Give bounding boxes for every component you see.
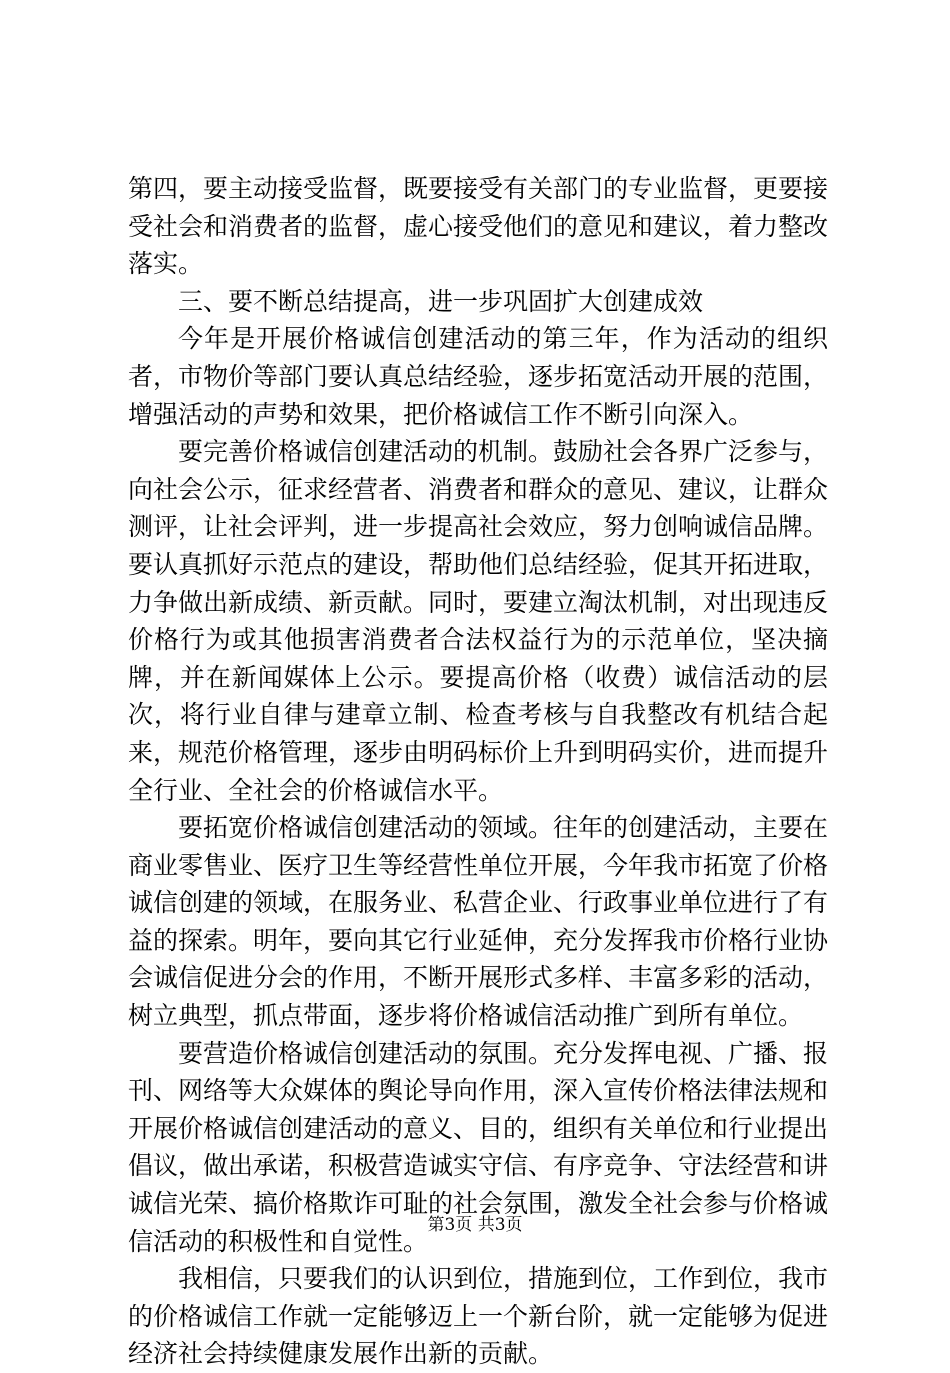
paragraph-supervision: 第四，要主动接受监督，既要接受有关部门的专业监督，更要接受社会和消费者的监督，虚心接受他们的意见和建议，着力整改落实。 (128, 174, 829, 279)
section-heading-3: 三、要不断总结提高，进一步巩固扩大创建成效 (178, 286, 704, 316)
document-body (128, 170, 828, 1373)
page-number-footer: 第3页 共3页 (427, 1215, 523, 1235)
paragraph-atmosphere: 要营造价格诚信创建活动的氛围。充分发挥电视、广播、报刊、网络等大众媒体的舆论导向作用，深入宣传价格法律法规和开展价格诚信创建活动的意义、目的，组织有关单位和行业提出倡议，做出承诺，积极营造诚实守信、有序竞争、守法经营和讲诚信光荣、搞价格欺诈可耻的社会氛围，激发全社会参与价格诚信活动的积极性和自觉性。 (128, 1038, 829, 1256)
paragraph-third-year: 今年是开展价格诚信创建活动的第三年，作为活动的组织者，市物价等部门要认真总结经验，逐步拓宽活动开展的范围，增强活动的声势和效果，把价格诚信工作不断引向深入。 (128, 324, 829, 429)
paragraph-mechanism: 要完善价格诚信创建活动的机制。鼓励社会各界广泛参与，向社会公示，征求经营者、消费者和群众的意见、建议，让群众测评，让社会评判，进一步提高社会效应，努力创响诚信品牌。要认真抓好示范点的建设，帮助他们总结经验，促其开拓进取，力争做出新成绩、新贡献。同时，要建立淘汰机制，对出现违反价格行为或其他损害消费者合法权益行为的示范单位，坚决摘牌，并在新闻媒体上公示。要提高价格（收费）诚信活动的层次，将行业自律与建章立制、检查考核与自我整改有机结合起来，规范价格管理，逐步由明码标价上升到明码实价，进而提升全行业、全社会的价格诚信水平。 (128, 437, 829, 805)
paragraph-scope: 要拓宽价格诚信创建活动的领域。往年的创建活动，主要在商业零售业、医疗卫生等经营性单位开展，今年我市拓宽了价格诚信创建的领域，在服务业、私营企业、行政事业单位进行了有益的探索。明年，要向其它行业延伸，充分发挥我市价格行业协会诚信促进分会的作用，不断开展形式多样、丰富多彩的活动，树立典型，抓点带面，逐步将价格诚信活动推广到所有单位。 (128, 813, 829, 1031)
paragraph-conclusion: 我相信，只要我们的认识到位，措施到位，工作到位，我市的价格诚信工作就一定能够迈上一个新台阶，就一定能够为促进经济社会持续健康发展作出新的贡献。 (128, 1264, 829, 1369)
